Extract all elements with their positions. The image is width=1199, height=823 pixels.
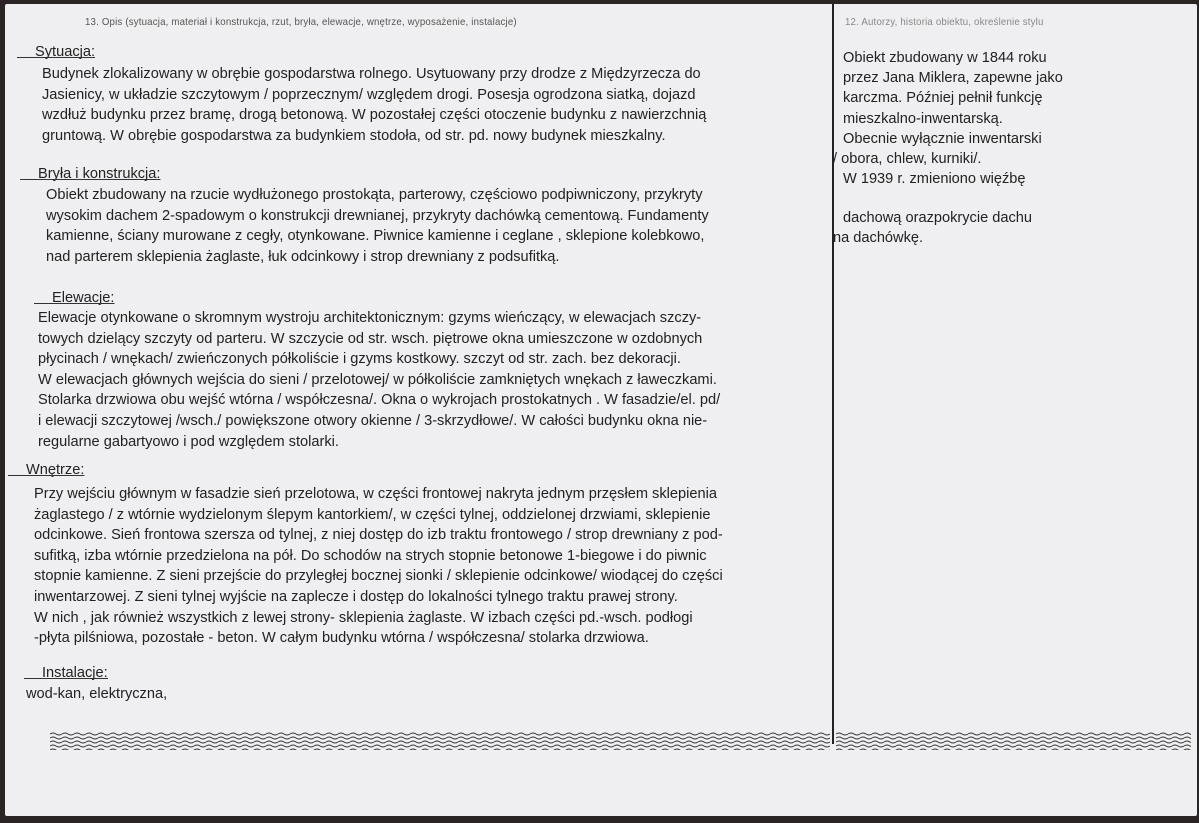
footer-mirrored-strip-right <box>836 732 1191 750</box>
text-line: kamienne, ściany murowane z cegły, otynkowane. Piwnice kamienne i ceglane , sklepione kolebkowo, <box>46 228 705 245</box>
text-line: -płyta pilśniowa, pozostałe - beton. W całym budynku wtórna / współczesna/ stolarka drzwiowa. <box>34 630 649 647</box>
text-line: gruntową. W obrębie gospodarstwa za budynkiem stodoła, od str. pd. nowy budynek mieszkalny. <box>42 127 666 144</box>
history-line: Obiekt zbudowany w 1844 roku <box>843 50 1047 66</box>
history-line: przez Jana Miklera, zapewne jako <box>843 70 1063 87</box>
text-line: W elewacjach głównych wejścia do sieni / przelotowej/ w półkoliście zamkniętych wnękach z ławeczkami. <box>38 371 717 388</box>
history-line: na dachówkę. <box>833 229 924 246</box>
text-line: wzdłuż budynku przez bramę, drogą betonową. W pozostałej części otoczenie budynku z nawierzchnią <box>42 107 707 124</box>
section-13-header: 13. Opis (sytuacja, materiał i konstrukcja, rzut, bryła, elewacje, wnętrze, wyposażenie, instalacje) <box>85 16 517 28</box>
section-heading: Bryła i konstrukcja: <box>38 166 161 182</box>
history-line: dachową orazpokrycie dachu <box>843 209 1033 226</box>
footer-mirrored-strip-left <box>50 732 830 750</box>
section-heading: Instalacje: <box>42 665 108 681</box>
section-heading: Wnętrze: <box>26 462 85 478</box>
section-12-header: 12. Autorzy, historia obiektu, określenie stylu <box>845 16 1044 28</box>
text-line: stopnie kamienne. Z sieni przejście do przyległej bocznej sionki / sklepienie odcinkowe/ wiodącej do części <box>34 568 723 585</box>
text-line: żaglastego / z wtórnie wydzielonym ślepym kantorkiem/, w części tylnej, oddzielonej drzwiami, sklepienie <box>34 506 711 523</box>
column-divider <box>832 4 834 744</box>
text-line: wysokim dachem 2-spadowym o konstrukcji drewnianej, przykryty dachówką cementową. Fundamenty <box>46 207 709 224</box>
history-line: / obora, chlew, kurniki/. <box>833 151 982 167</box>
text-line: Budynek zlokalizowany w obrębie gospodarstwa rolnego. Usytuowany przy drodze z Międzyrzecza do <box>42 66 701 82</box>
text-line: i elewacji szczytowej /wsch./ powiększone otwory okienne / 3-skrzydłowe/. W całości budynku okna nie- <box>38 413 708 429</box>
text-line: Stolarka drzwiowa obu wejść wtórna / współczesna/. Okna o wykrojach prostokatnych . W fasadzie/el. pd/ <box>38 392 721 409</box>
text-line: regularne gabartyowo i pod względem stolarki. <box>38 433 339 450</box>
text-line: sufitką, izba wtórnie przedzielona na pół. Do schodów na strych stopnie betonowe 1-biegowe i do piwnic <box>34 547 707 564</box>
text-line: W nich , jak również wszystkich z lewej strony- sklepienia żaglaste. W izbach części pd.-wsch. podłogi <box>34 609 693 626</box>
text-line: płycinach / wnękach/ zwieńczonych półkoliście i gzyms kostkowy. szczyt od str. zach. bez dekoracji. <box>38 351 681 368</box>
text-line: wod-kan, elektryczna, <box>26 686 168 702</box>
text-line: Jasienicy, w układzie szczytowym / poprzecznym/ względem drogi. Posesja ogrodzona siatką, dojazd <box>42 86 696 103</box>
document-sheet <box>5 4 1197 816</box>
text-line: nad parterem sklepienia żaglaste, łuk odcinkowy i strop drewniany z podsufitką. <box>46 248 560 265</box>
history-line: karczma. Później pełnił funkcję <box>843 90 1043 107</box>
history-line: W 1939 r. zmieniono więźbę <box>843 171 1026 188</box>
history-line: mieszkalno-inwentarską. <box>843 110 1003 127</box>
text-line: odcinkowe. Sień frontowa szersza od tylnej, z niej dostęp do izb traktu frontowego / strop drewniany z pod- <box>34 527 723 544</box>
section-heading: Sytuacja: <box>35 44 96 60</box>
section-heading: Elewacje: <box>52 290 115 306</box>
text-line: towych dzielący szczyty od parteru. W szczycie od str. wsch. piętrowe okna umieszczone w ozdobnych <box>38 330 703 347</box>
history-line: Obecnie wyłącznie inwentarski <box>843 130 1042 147</box>
text-line: Obiekt zbudowany na rzucie wydłużonego prostokąta, parterowy, częściowo podpiwniczony, przykryty <box>46 187 703 203</box>
text-line: Elewacje otynkowane o skromnym wystroju architektonicznym: gzyms wieńczący, w elewacjach szczy- <box>38 310 702 326</box>
text-line: inwentarzowej. Z sieni tylnej wyjście na zaplecze i dostęp do lokalności tylnego traktu prawej strony. <box>34 589 678 605</box>
text-line: Przy wejściu głównym w fasadzie sień przelotowa, w części frontowej nakryta jednym przęsłem sklepienia <box>34 486 717 502</box>
